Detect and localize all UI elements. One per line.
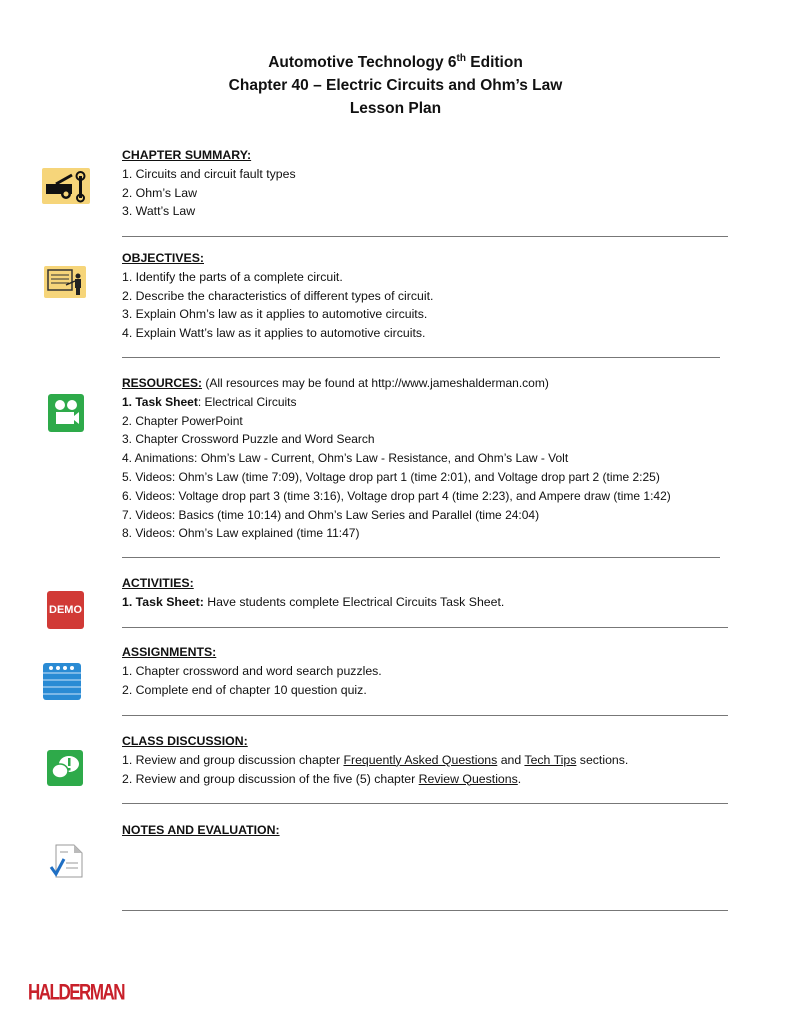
list-item: Have students complete Electrical Circuits Task Sheet. <box>203 594 505 609</box>
list-item: 3. Chapter Crossword Puzzle and Word Search <box>122 432 375 447</box>
chapter-summary-section <box>122 146 296 221</box>
divider <box>122 715 728 716</box>
list-item: 2. Describe the characteristics of different types of circuit. <box>122 288 434 303</box>
divider <box>122 236 728 237</box>
title-line3: Lesson Plan <box>349 100 442 118</box>
resources-section <box>122 374 671 543</box>
title-line2: Chapter 40 – Electric Circuits and Ohm’s Law <box>228 77 563 95</box>
list-item: 2. Chapter PowerPoint <box>122 413 243 428</box>
list-item: 1. Identify the parts of a complete circuit. <box>122 269 343 284</box>
faq-link[interactable]: Frequently Asked Questions <box>343 752 498 767</box>
list-item: 4. Explain Watt’s law as it applies to automotive circuits. <box>122 326 426 341</box>
checklist-document-icon <box>48 843 84 879</box>
section-heading: RESOURCES: <box>122 376 203 390</box>
objectives-section <box>122 249 433 343</box>
section-heading: ACTIVITIES: <box>122 576 194 590</box>
title-line1: Automotive Technology 6 <box>268 54 457 72</box>
demo-icon: DEMO <box>47 591 84 629</box>
notes-section <box>122 821 280 840</box>
presentation-icon <box>44 266 86 298</box>
review-questions-link[interactable]: Review Questions <box>418 771 518 786</box>
assignments-section <box>122 643 382 699</box>
activities-section <box>122 574 504 612</box>
notepad-icon <box>43 663 81 700</box>
list-item: 8. Videos: Ohm’s Law explained (time 11:47) <box>122 526 360 541</box>
list-item: 6. Videos: Voltage drop part 3 (time 3:16), Voltage drop part 4 (time 2:23), and Ampere draw (time 1:42) <box>122 488 671 503</box>
divider <box>122 803 728 804</box>
list-item: 2. Complete end of chapter 10 question quiz. <box>122 682 367 697</box>
list-item-label: 1. Task Sheet: <box>122 594 204 609</box>
section-heading: NOTES AND EVALUATION: <box>122 823 280 837</box>
discussion-icon <box>47 750 83 786</box>
document-title <box>0 47 791 120</box>
text: sections. <box>576 752 629 767</box>
list-item: 2. Ohm’s Law <box>122 185 197 200</box>
list-item: 3. Explain Ohm’s law as it applies to automotive circuits. <box>122 307 428 322</box>
section-heading: ASSIGNMENTS: <box>122 645 217 659</box>
halderman-logo: HALDERMAN <box>28 980 125 1005</box>
section-heading: CHAPTER SUMMARY: <box>122 148 252 162</box>
car-repair-icon <box>42 168 90 204</box>
list-item: 2. Review and group discussion of the five (5) chapter <box>122 771 419 786</box>
list-item-label: 1. Task Sheet <box>122 394 198 409</box>
list-item: 4. Animations: Ohm’s Law - Current, Ohm’s Law - Resistance, and Ohm’s Law - Volt <box>122 451 569 466</box>
divider <box>122 557 720 558</box>
video-camera-icon <box>48 394 84 432</box>
tech-tips-link[interactable]: Tech Tips <box>524 752 577 767</box>
list-item: : Electrical Circuits <box>197 394 297 409</box>
section-heading: OBJECTIVES: <box>122 251 204 265</box>
list-item: 1. Review and group discussion chapter <box>122 752 344 767</box>
list-item: 1. Circuits and circuit fault types <box>122 166 296 181</box>
divider <box>122 910 728 911</box>
list-item: 3. Watt’s Law <box>122 204 196 219</box>
divider <box>122 627 728 628</box>
text: and <box>497 752 525 767</box>
class-discussion-section <box>122 732 628 788</box>
list-item: 7. Videos: Basics (time 10:14) and Ohm’s Law Series and Parallel (time 24:04) <box>122 507 540 522</box>
title-sup: th <box>456 53 466 64</box>
divider <box>122 357 720 358</box>
list-item: 5. Videos: Ohm’s Law (time 7:09), Voltage drop part 1 (time 2:01), and Voltage drop part 2 (time 2:25) <box>122 469 660 484</box>
list-item: 1. Chapter crossword and word search puzzles. <box>122 663 382 678</box>
title-line1-end: Edition <box>465 54 523 72</box>
section-heading: CLASS DISCUSSION: <box>122 734 248 748</box>
text: . <box>517 771 522 786</box>
resources-note: (All resources may be found at http://www.jameshalderman.com) <box>202 376 549 390</box>
